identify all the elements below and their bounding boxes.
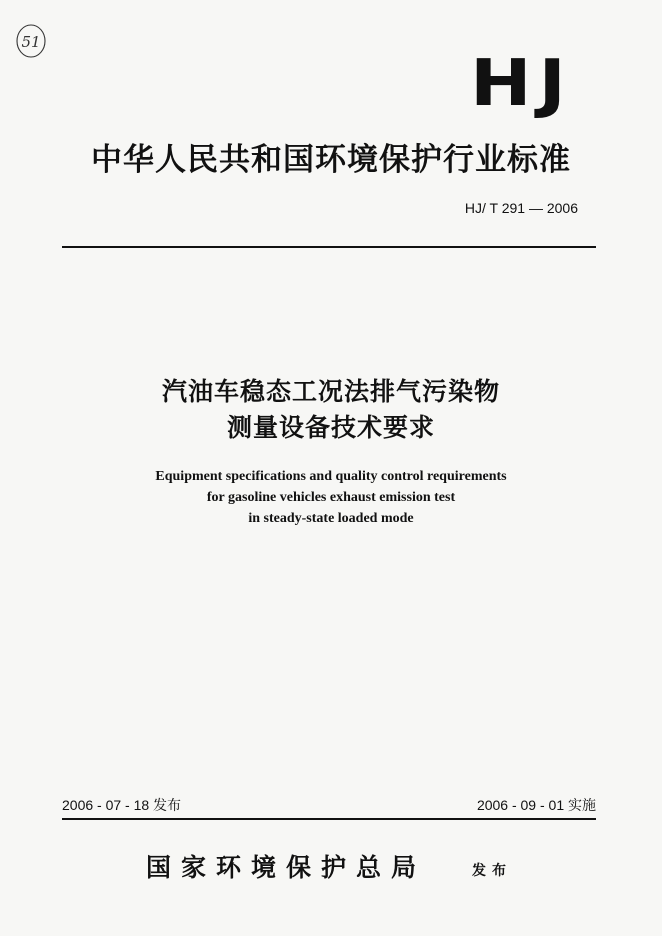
handwritten-number: 51: [21, 33, 41, 51]
english-title-line-1: Equipment specifications and quality control requirements: [155, 469, 507, 484]
issue-date: 2006 - 07 - 18 发布: [62, 797, 182, 813]
hj-logo: HJ: [470, 47, 573, 121]
english-title-line-3: in steady-state loaded mode: [248, 511, 414, 526]
standard-number: HJ/ T 291 — 2006: [464, 200, 578, 216]
chinese-title-line-1: 汽油车稳态工况法排气污染物: [161, 377, 500, 406]
english-title-line-2: for gasoline vehicles exhaust emission test: [206, 490, 456, 505]
issuer-suffix: 发布: [472, 863, 512, 879]
issuing-authority: 国家环境保护总局: [146, 853, 427, 882]
bottom-divider: [62, 818, 596, 820]
chinese-title-line-2: 测量设备技术要求: [226, 413, 435, 442]
top-divider: [62, 246, 596, 248]
effective-date: 2006 - 09 - 01 实施: [476, 797, 596, 813]
handwritten-page-mark: [14, 22, 48, 60]
org-title: 中华人民共和国环境保护行业标准: [91, 142, 571, 178]
